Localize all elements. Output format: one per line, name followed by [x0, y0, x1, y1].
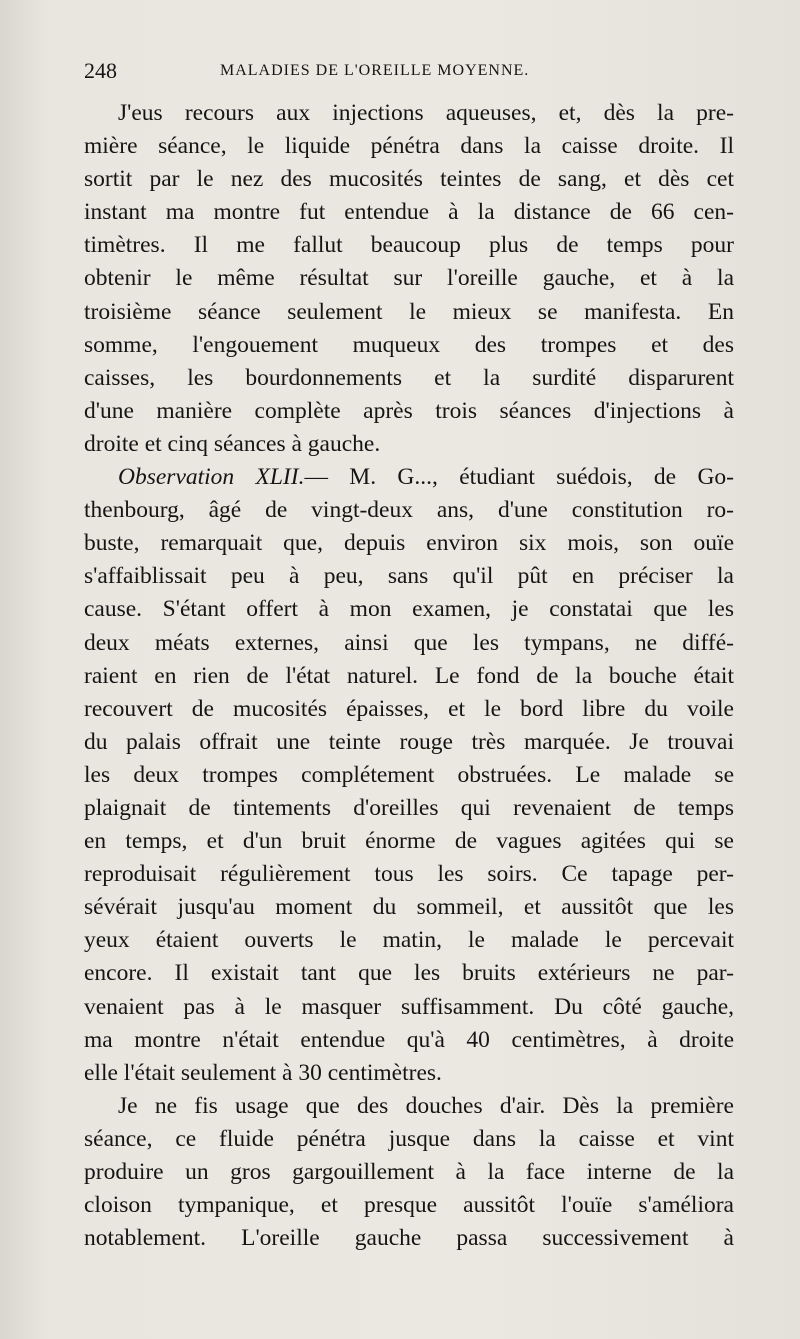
text-line: droite et cinq séances à gauche. — [84, 430, 381, 457]
page-header — [84, 56, 760, 86]
text-line: s'affaiblissait peu à peu, sans qu'il pût en préciser la — [84, 563, 734, 590]
text-line: plaignait de tintements d'oreilles qui revenaient de temps — [84, 794, 734, 821]
text-line: ma montre n'était entendue qu'à 40 centimètres, à droite — [84, 1026, 734, 1053]
paragraph-3 — [84, 1090, 734, 1255]
paragraph-2 — [84, 461, 734, 1090]
text-line: du palais offrait une teinte rouge très marquée. Je trouvai — [84, 728, 734, 755]
text-line: venaient pas à le masquer suffisamment. Du côté gauche, — [84, 993, 734, 1020]
text-line: deux méats externes, ainsi que les tympans, ne diffé- — [84, 629, 734, 656]
text-line: elle l'était seulement à 30 centimètres. — [84, 1059, 442, 1086]
text-line: yeux étaient ouverts le matin, le malade le percevait — [84, 927, 734, 954]
running-head: MALADIES DE L'OREILLE MOYENNE. — [220, 62, 530, 79]
observation-title: Observation XLII. — [118, 464, 305, 491]
text-line: instant ma montre fut entendue à la distance de 66 cen- — [84, 199, 734, 226]
page-number: 248 — [84, 58, 117, 83]
text-line: raient en rien de l'état naturel. Le fond de la bouche était — [84, 662, 734, 689]
text-line: Je ne fis usage que des douches d'air. Dès la première — [118, 1092, 734, 1119]
text-line: en temps, et d'un bruit énorme de vagues agitées qui se — [84, 828, 734, 855]
text-line — [84, 461, 734, 494]
text-line: thenbourg, âgé de vingt-deux ans, d'une constitution ro- — [84, 497, 734, 524]
text-line-continuation: — M. G..., étudiant suédois, de Go- — [304, 464, 734, 491]
text-line: produire un gros gargouillement à la face interne de la — [84, 1159, 734, 1185]
text-line: troisième séance seulement le mieux se manifesta. En — [84, 298, 734, 325]
text-line: séance, ce fluide pénétra jusque dans la caisse et vint — [84, 1125, 734, 1152]
text-line: les deux trompes complétement obstruées. Le malade se — [84, 761, 734, 788]
text-line: J'eus recours aux injections aqueuses, et, dès la pre- — [118, 100, 734, 126]
paragraph-1 — [84, 97, 734, 461]
text-line: notablement. L'oreille gauche passa successivement à — [84, 1225, 734, 1252]
text-line: timètres. Il me fallut beaucoup plus de temps pour — [84, 232, 734, 259]
text-line: obtenir le même résultat sur l'oreille gauche, et à la — [84, 265, 734, 292]
text-line: mière séance, le liquide pénétra dans la caisse droite. Il — [84, 133, 734, 160]
body-text — [84, 97, 734, 1255]
text-line: recouvert de mucosités épaisses, et le bord libre du voile — [84, 695, 734, 722]
text-line: reproduisait régulièrement tous les soirs. Ce tapage per- — [84, 861, 734, 888]
text-line: sévérait jusqu'au moment du sommeil, et aussitôt que les — [84, 894, 734, 921]
text-line: caisses, les bourdonnements et la surdité disparurent — [84, 364, 734, 391]
text-line: encore. Il existait tant que les bruits extérieurs ne par- — [84, 960, 734, 987]
text-line: cause. S'étant offert à mon examen, je constatai que les — [84, 596, 734, 623]
text-line: buste, remarquait que, depuis environ six mois, son ouïe — [84, 530, 734, 557]
text-line: d'une manière complète après trois séances d'injections à — [84, 397, 734, 424]
text-line: somme, l'engouement muqueux des trompes et des — [84, 331, 734, 358]
text-line: sortit par le nez des mucosités teintes de sang, et dès cet — [84, 166, 734, 193]
text-line: cloison tympanique, et presque aussitôt l'ouïe s'améliora — [84, 1192, 734, 1219]
